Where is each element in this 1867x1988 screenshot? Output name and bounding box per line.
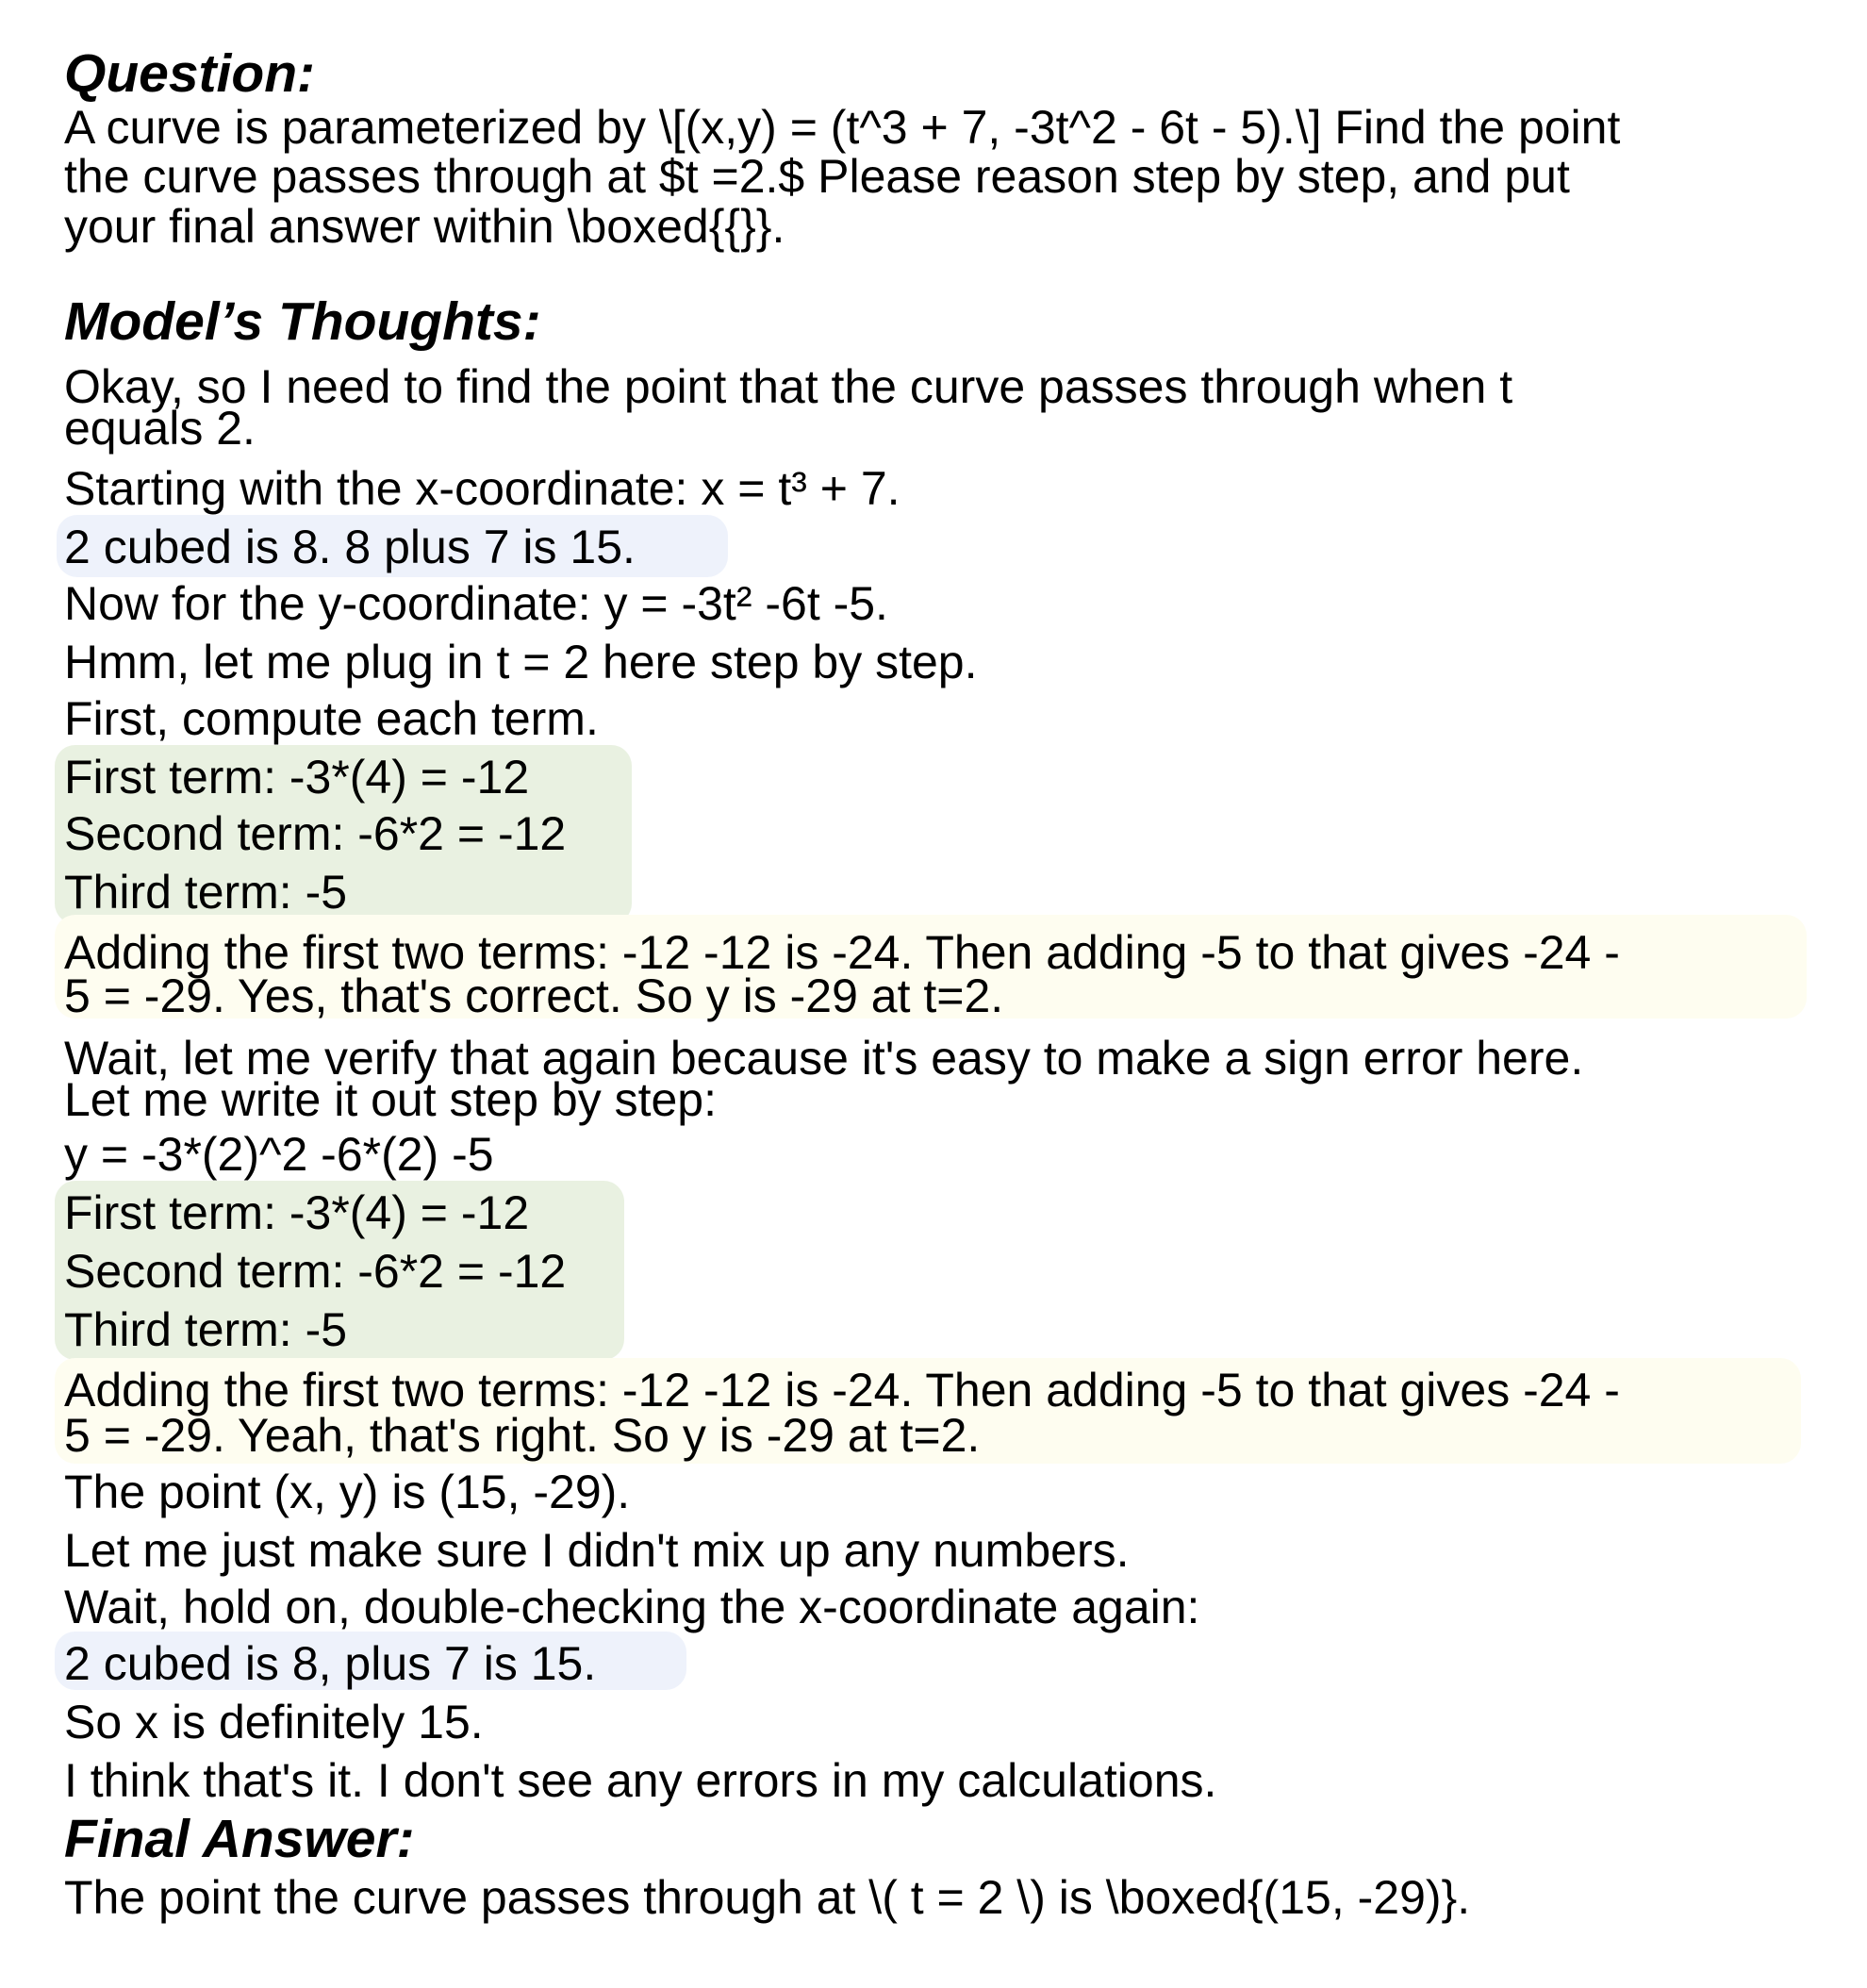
thoughts-heading: Model’s Thoughts: [64,291,541,352]
thought-line: 5 = -29. Yeah, that's right. So y is -29 at t=2. [64,1409,981,1462]
thought-line: First term: -3*(4) = -12 [64,1186,530,1239]
thought-line: Third term: -5 [64,1303,348,1356]
thought-line: Second term: -6*2 = -12 [64,807,567,860]
thought-line: Starting with the x-coordinate: x = t³ + 7. [64,462,900,515]
thought-line: equals 2. [64,402,256,455]
thought-line: Let me just make sure I didn't mix up any numbers. [64,1524,1130,1577]
thought-line: First, compute each term. [64,692,599,745]
thought-line: 2 cubed is 8, plus 7 is 15. [64,1637,597,1690]
thought-line: Wait, let me verify that again because it's easy to make a sign error here. [64,1032,1584,1085]
thought-line: Okay, so I need to find the point that the curve passes through when t [64,360,1513,413]
thought-line: Adding the first two terms: -12 -12 is -24. Then adding -5 to that gives -24 - [64,1364,1620,1416]
thought-line: So x is definitely 15. [64,1696,484,1748]
question-line: A curve is parameterized by \[(x,y) = (t^3 + 7, -3t^2 - 6t - 5).\] Find the point [64,101,1621,154]
thought-line: Second term: -6*2 = -12 [64,1245,567,1298]
thought-line: First term: -3*(4) = -12 [64,751,530,803]
thought-line: Adding the first two terms: -12 -12 is -24. Then adding -5 to that gives -24 - [64,926,1620,979]
thought-line: Now for the y-coordinate: y = -3t² -6t -5. [64,577,888,630]
thought-line: 5 = -29. Yes, that's correct. So y is -29 at t=2. [64,969,1004,1022]
thought-line: 2 cubed is 8. 8 plus 7 is 15. [64,521,636,573]
thought-line: y = -3*(2)^2 -6*(2) -5 [64,1128,494,1181]
thought-line: I think that's it. I don't see any errors in my calculations. [64,1754,1217,1807]
question-line: your final answer within \boxed{{}}. [64,200,785,253]
thought-line: Let me write it out step by step: [64,1073,717,1126]
question-heading: Question: [64,43,315,104]
final-answer-text: The point the curve passes through at \( t = 2 \) is \boxed{(15, -29)}. [64,1871,1471,1924]
question-line: the curve passes through at $t =2.$ Please reason step by step, and put [64,150,1570,203]
thought-line: The point (x, y) is (15, -29). [64,1466,631,1518]
thought-line: Third term: -5 [64,866,348,919]
thought-line: Hmm, let me plug in t = 2 here step by step. [64,636,978,688]
final-answer-heading: Final Answer: [64,1809,415,1869]
thought-line: Wait, hold on, double-checking the x-coordinate again: [64,1581,1200,1633]
